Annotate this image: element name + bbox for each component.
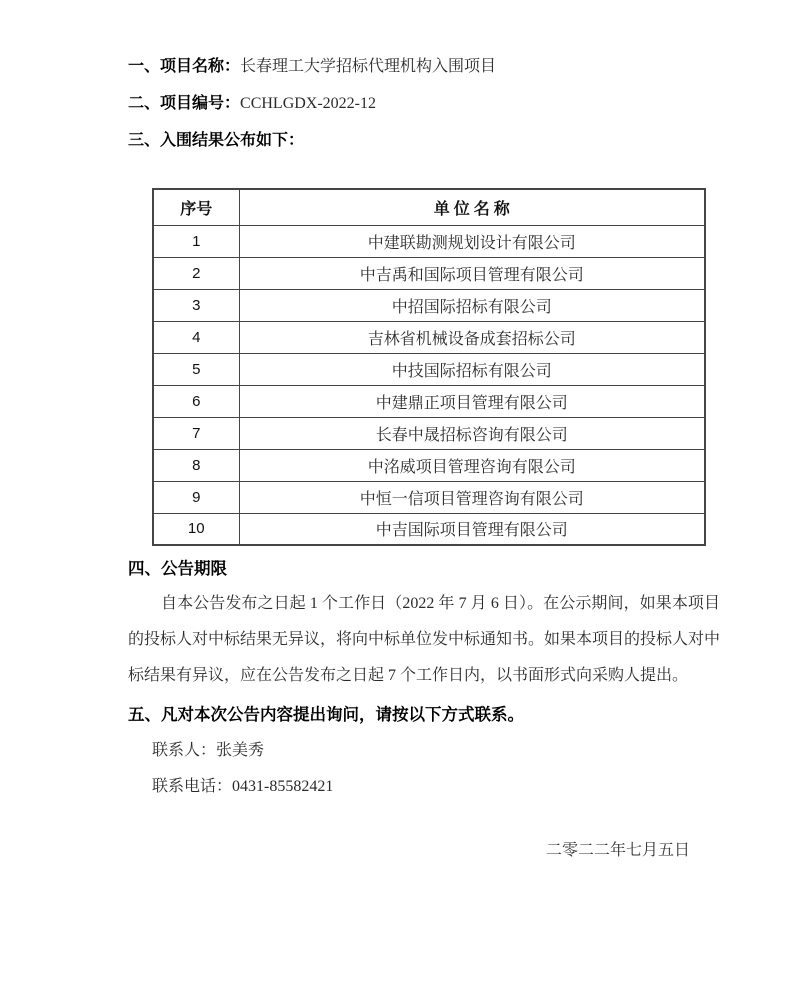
project-number-value: CCHLGDX-2022-12 — [240, 95, 377, 112]
row-serial-no: 10 — [153, 513, 239, 545]
row-serial-no: 3 — [153, 289, 239, 321]
table-row — [153, 481, 705, 513]
contact-section-heading: 五、凡对本次公告内容提出询问，请按以下方式联系。 — [128, 706, 524, 724]
row-serial-no: 7 — [153, 417, 239, 449]
company-name: 中技国际招标有限公司 — [239, 353, 705, 385]
contact-person-line — [152, 740, 720, 762]
project-name-value: 长春理工大学招标代理机构入围项目 — [240, 58, 497, 75]
row-serial-no: 8 — [153, 449, 239, 481]
company-name: 中洺威项目管理咨询有限公司 — [239, 449, 705, 481]
project-name-line — [128, 56, 720, 78]
shortlist-results-table — [152, 188, 706, 546]
results-heading-line — [128, 130, 720, 152]
table-row — [153, 289, 705, 321]
col-header-serial-no: 序号 — [153, 189, 239, 225]
row-serial-no: 2 — [153, 257, 239, 289]
contact-phone-label: 联系电话： — [152, 778, 233, 795]
table-row — [153, 385, 705, 417]
sign-date: 二零二二年七月五日 — [545, 842, 690, 859]
contact-phone-number: 0431-85582421 — [232, 778, 334, 795]
project-number-label: 二、项目编号： — [128, 95, 241, 112]
table-row — [153, 353, 705, 385]
table-header-row — [153, 189, 705, 225]
row-serial-no: 1 — [153, 225, 239, 257]
company-name: 中吉国际项目管理有限公司 — [239, 513, 705, 545]
results-heading: 三、入围结果公布如下： — [128, 132, 305, 149]
contact-person-name: 张美秀 — [216, 742, 265, 759]
company-name: 中建联勘测规划设计有限公司 — [239, 225, 705, 257]
row-serial-no: 9 — [153, 481, 239, 513]
row-serial-no: 5 — [153, 353, 239, 385]
col-header-company-name: 单 位 名 称 — [239, 189, 705, 225]
company-name: 长春中晟招标咨询有限公司 — [239, 417, 705, 449]
contact-person-label: 联系人： — [152, 742, 217, 759]
announcement-period-heading: 四、公告期限 — [128, 560, 227, 578]
table-row — [153, 257, 705, 289]
company-name: 中招国际招标有限公司 — [239, 289, 705, 321]
announcement-period-paragraph: 自本公告发布之日起 1 个工作日（2022 年 7 月 6 日）。在公示期间，如果本项目的投标人对中标结果无异议，将向中标单位发中标通知书。如果本项目的投标人对中标结果有异议，应在公告发布之日起 7 个工作日内，以书面形式向采购人提出。 — [128, 595, 721, 684]
company-name: 吉林省机械设备成套招标公司 — [239, 321, 705, 353]
row-serial-no: 6 — [153, 385, 239, 417]
project-number-line — [128, 93, 720, 115]
table-row — [153, 449, 705, 481]
company-name: 中恒一信项目管理咨询有限公司 — [239, 481, 705, 513]
table-row — [153, 417, 705, 449]
table-row — [153, 513, 705, 545]
row-serial-no: 4 — [153, 321, 239, 353]
company-name: 中吉禹和国际项目管理有限公司 — [239, 257, 705, 289]
table-row — [153, 321, 705, 353]
project-name-label: 一、项目名称： — [128, 58, 241, 75]
contact-phone-line — [152, 776, 720, 798]
company-name: 中建鼎正项目管理有限公司 — [239, 385, 705, 417]
table-row — [153, 225, 705, 257]
